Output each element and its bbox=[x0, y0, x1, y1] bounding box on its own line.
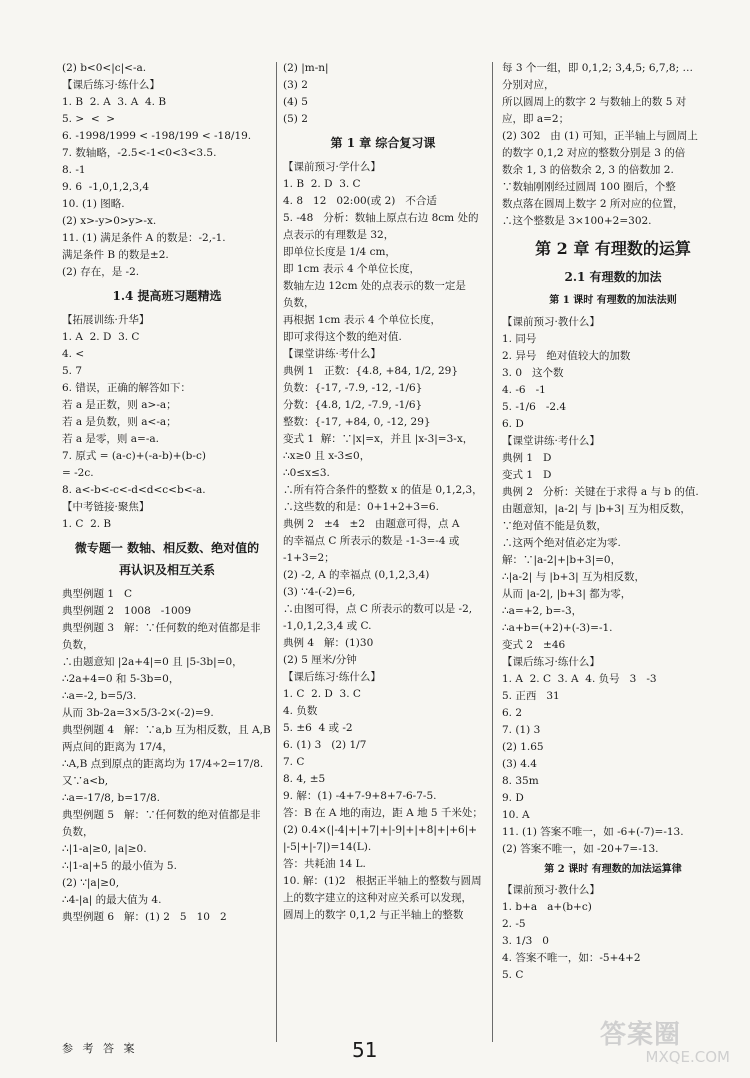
answer-line: 每 3 个一组，即 0,1,2; 3,4,5; 6,7,8; … bbox=[502, 62, 693, 74]
answer-line: = -2c. bbox=[62, 467, 94, 480]
section-heading-2-1: 2.1 有理数的加法 bbox=[564, 269, 662, 284]
answer-line: 上的数字建立的这种对应关系可以发现， bbox=[283, 892, 472, 905]
answer-line: 2. 异号 绝对值较大的加数 bbox=[502, 349, 631, 362]
answer-line: (3) ∵4-(-2)=6, bbox=[283, 586, 356, 599]
answer-line: 5. > < > bbox=[62, 113, 116, 125]
answer-line: 典型例题 6 解：(1) 2 5 10 2 bbox=[62, 911, 227, 924]
answer-line: 两点间的距离为 17/4， bbox=[62, 741, 173, 754]
answer-line: 再根据 1cm 表示 4 个单位长度， bbox=[283, 314, 442, 327]
column-divider-1 bbox=[276, 62, 277, 1042]
answer-line: 答：B 在 A 地的南边，距 A 地 5 千米处； bbox=[283, 807, 483, 820]
answer-line: ∴A,B 点到原点的距离均为 17/4÷2=17/8. bbox=[62, 758, 264, 771]
answer-line: 6. (1) 3 (2) 1/7 bbox=[283, 739, 367, 752]
answer-line: (2) 5 厘米/分钟 bbox=[283, 654, 357, 667]
answer-line: 典型例题 3 解：∵任何数的绝对值都是非 bbox=[62, 622, 261, 635]
answer-line: (2) 1.65 bbox=[502, 740, 544, 753]
answer-line: 负数：{-17, -7.9, -12, -1/6} bbox=[283, 382, 423, 395]
answer-line: 从而 |a-2|, |b+3| 都为零， bbox=[502, 587, 632, 600]
answer-line: 典例 1 正数：{4.8, +84, 1/2, 29} bbox=[283, 365, 459, 378]
answer-line: 变式 1 D bbox=[502, 468, 552, 481]
answer-line: ∴由图可得，点 C 所表示的数可以是 -2, bbox=[283, 603, 473, 616]
answer-line: 从而 3b-2a=3×5/3-2×(-2)=9. bbox=[62, 707, 214, 720]
answer-line: 7. (1) 3 bbox=[502, 723, 541, 736]
answer-line: 5. C bbox=[502, 968, 524, 981]
answer-line: ∴0≤x≤3. bbox=[283, 467, 330, 480]
answer-line: ∴这两个绝对值必定为零. bbox=[502, 536, 621, 549]
answer-line: 【拓展训练·升华】 bbox=[62, 314, 150, 327]
answer-line: 由题意知，|a-2| 与 |b+3| 互为相反数， bbox=[502, 502, 691, 515]
answer-line: 负数， bbox=[62, 826, 94, 839]
answer-line: 数点落在圆周上数字 2 所对应的位置， bbox=[502, 198, 684, 210]
col1-block-b bbox=[62, 312, 272, 533]
answer-line: ∴a=+2, b=-3， bbox=[502, 604, 583, 617]
answer-line: 7. C bbox=[283, 756, 305, 769]
answer-line: 典型例题 5 解：∵任何数的绝对值都是非 bbox=[62, 809, 261, 822]
answer-line: 1. b+a a+(b+c) bbox=[502, 900, 592, 913]
answer-line: 【课后练习·练什么】 bbox=[502, 655, 600, 668]
answer-line: 6. -1998/1999 < -198/199 < -18/19. bbox=[62, 130, 252, 142]
answer-line: 8. -1 bbox=[62, 164, 86, 176]
answer-line: 所以圆周上的数字 2 与数轴上的数 5 对 bbox=[502, 96, 687, 108]
answer-line: 典例 4 解：(1)30 bbox=[283, 637, 374, 650]
answer-line: 9. 解：(1) -4+7-9+8+7-6-7-5. bbox=[283, 790, 437, 803]
lesson-heading-2: 第 2 课时 有理数的加法运算律 bbox=[544, 863, 682, 875]
col3-block-b bbox=[502, 314, 724, 858]
answer-line: 1. 同号 bbox=[502, 332, 537, 345]
answer-line: 答：共耗油 14 L. bbox=[283, 858, 366, 871]
answer-line: 变式 2 ±46 bbox=[502, 638, 566, 651]
answer-line: 5. 正西 31 bbox=[502, 689, 560, 702]
watermark-url: MXQE.COM bbox=[645, 1048, 730, 1066]
answer-line: 6. D bbox=[502, 417, 524, 430]
answer-line: ∴所有符合条件的整数 x 的值是 0,1,2,3， bbox=[283, 484, 483, 497]
answer-column-1 bbox=[62, 60, 272, 1045]
answer-line: 典型例题 2 1008 -1009 bbox=[62, 605, 192, 618]
answer-line: 9. 6 -1,0,1,2,3,4 bbox=[62, 181, 150, 193]
answer-line: (2) ∵|a|≥0, bbox=[62, 877, 120, 890]
answer-line: (3) 2 bbox=[283, 79, 308, 91]
answer-line: ∴由题意知 |2a+4|=0 且 |5-3b|=0， bbox=[62, 656, 243, 669]
answer-line: 典型例题 4 解：∵a,b 互为相反数，且 A,B bbox=[62, 724, 271, 737]
answer-line: -1+3=2； bbox=[283, 552, 335, 565]
answer-line: (3) 4.4 bbox=[502, 757, 537, 770]
answer-line: 解：∵|a-2|+|b+3|=0， bbox=[502, 553, 622, 566]
answer-line: 满足条件 B 的数是±2. bbox=[62, 249, 169, 261]
answer-line: 【课后练习·练什么】 bbox=[283, 671, 381, 684]
answer-line: 典例 2 ±4 ±2 由题意可得，点 A bbox=[283, 518, 460, 531]
answer-line: 典例 2 分析：关键在于求得 a 与 b 的值. bbox=[502, 485, 699, 498]
section-heading-chapter1-review: 第 1 章 综合复习课 bbox=[330, 136, 436, 150]
answer-line: 11. (1) 答案不唯一，如 -6+(-7)=-13. bbox=[502, 825, 684, 838]
answer-line: ∴这些数的和是：0+1+2+3=6. bbox=[283, 501, 439, 514]
answer-line: 【课后练习·练什么】 bbox=[62, 79, 160, 91]
answer-line: (2) 302 由 (1) 可知，正半轴上与圆周上 bbox=[502, 130, 698, 142]
answer-line: 应，即 a=2； bbox=[502, 113, 570, 125]
answer-line: (2) 0.4×(|-4|+|+7|+|-9|+|+8|+|+6|+ bbox=[283, 824, 478, 837]
answer-line: 负数， bbox=[283, 297, 315, 310]
answer-line: ∴|1-a|≥0, |a|≥0. bbox=[62, 843, 147, 856]
answer-line: 若 a 是负数，则 a<-a； bbox=[62, 416, 177, 429]
answer-line: (5) 2 bbox=[283, 113, 308, 125]
answer-line: 7. 原式 = (a-c)+(-a-b)+(b-c) bbox=[62, 450, 206, 463]
lesson-heading-1: 第 1 课时 有理数的加法法则 bbox=[549, 295, 677, 307]
answer-line: 5. -48 分析：数轴上原点右边 8cm 处的 bbox=[283, 212, 479, 225]
answer-line: 负数， bbox=[62, 639, 94, 652]
answer-line: -1,0,1,2,3,4 或 C. bbox=[283, 620, 372, 633]
answer-line: ∴|1-a|+5 的最小值为 5. bbox=[62, 860, 177, 873]
answer-line: 10. 解：(1)2 根据正半轴上的整数与圆周 bbox=[283, 875, 482, 888]
answer-line: 分别对应， bbox=[502, 79, 555, 91]
answer-line: 2. -5 bbox=[502, 917, 526, 930]
answer-line: 8. a<-b<-c<-d<d<c<b<-a. bbox=[62, 484, 206, 497]
answer-line: ∴4-|a| 的最大值为 4. bbox=[62, 894, 162, 907]
answer-line: 若 a 是正数，则 a>-a； bbox=[62, 399, 177, 412]
answer-line: 典例 1 D bbox=[502, 451, 552, 464]
answer-line: 7. 数轴略，-2.5<-1<0<3<3.5. bbox=[62, 147, 217, 159]
answer-column-2 bbox=[283, 60, 483, 1045]
col3-block-c bbox=[502, 882, 724, 984]
answer-line: 【课堂讲练·考什么】 bbox=[502, 434, 600, 447]
answer-line: 【中考链接·聚焦】 bbox=[62, 501, 150, 514]
answer-line: 4. 8 12 02:00(或 2) 不合适 bbox=[283, 195, 437, 208]
answer-line: 10. A bbox=[502, 808, 530, 821]
answer-line: ∴2a+4=0 和 5-3b=0， bbox=[62, 673, 180, 686]
answer-line: ∴|a-2| 与 |b+3| 互为相反数， bbox=[502, 570, 646, 583]
answer-line: (2) b<0<|c|<-a. bbox=[62, 62, 147, 74]
answer-line: 【课前预习·教什么】 bbox=[502, 883, 600, 896]
answer-line: ∴a+b=(+2)+(-3)=-1. bbox=[502, 621, 613, 634]
answer-line: |-5|+|-7|)=14(L). bbox=[283, 841, 372, 854]
answer-line: 3. 0 这个数 bbox=[502, 366, 564, 379]
col2-block-b bbox=[283, 159, 483, 924]
col1-block-c bbox=[62, 586, 272, 926]
answer-line: 5. ±6 4 或 -2 bbox=[283, 722, 353, 735]
answer-line: 4. 负数 bbox=[283, 705, 318, 718]
answer-line: 6. 错误，正确的解答如下： bbox=[62, 382, 191, 395]
answer-line: ∴a=-17/8, b=17/8. bbox=[62, 792, 160, 805]
answer-line: 若 a 是零，则 a=-a. bbox=[62, 433, 159, 446]
answer-line: 1. A 2. C 3. A 4. 负号 3 -3 bbox=[502, 672, 657, 685]
answer-line: 的数字 0,1,2 对应的整数分别是 3 的倍 bbox=[502, 147, 686, 159]
answer-line: ∵数轴刚刚经过圆周 100 圈后，个整 bbox=[502, 181, 676, 193]
answer-line: 8. 35m bbox=[502, 774, 539, 787]
answer-line: 4. -6 -1 bbox=[502, 383, 546, 396]
answer-line: 4. < bbox=[62, 348, 85, 361]
answer-line: (2) x>-y>0>y>-x. bbox=[62, 215, 157, 227]
answer-line: 5. -1/6 -2.4 bbox=[502, 400, 567, 413]
page-number: 51 bbox=[352, 1038, 378, 1062]
answer-line: 数轴左边 12cm 处的点表示的数一定是 bbox=[283, 280, 466, 293]
answer-line: 【课堂讲练·考什么】 bbox=[283, 348, 381, 361]
answer-line: 即 1cm 表示 4 个单位长度， bbox=[283, 263, 421, 276]
watermark-text: 答案圈 bbox=[600, 1020, 682, 1050]
col3-block-a bbox=[502, 60, 724, 230]
answer-line: 典型例题 1 C bbox=[62, 588, 133, 601]
answer-line: 圆周上的数字 0,1,2 与正半轴上的整数 bbox=[283, 909, 464, 922]
answer-line: 1. B 2. A 3. A 4. B bbox=[62, 96, 167, 108]
answer-column-3 bbox=[502, 60, 724, 1045]
answer-line: 即单位长度是 1/4 cm， bbox=[283, 246, 396, 259]
answer-line: 数余 1, 3 的倍数余 2, 3 的倍数加 2. bbox=[502, 164, 674, 176]
answer-line: 变式 1 解：∵|x|=x，并且 |x-3|=3-x， bbox=[283, 433, 474, 446]
answer-line: 【课前预习·教什么】 bbox=[502, 315, 600, 328]
answer-line: 5. 7 bbox=[62, 365, 83, 378]
answer-line: 整数：{-17, +84, 0, -12, 29} bbox=[283, 416, 431, 429]
answer-line: (4) 5 bbox=[283, 96, 308, 108]
answer-line: ∴这个整数是 3×100+2=302. bbox=[502, 215, 652, 227]
section-heading-special-topic-2: 再认识及相互关系 bbox=[118, 562, 215, 577]
answer-line: 分数：{4.8, 1/2, -7.9, -1/6} bbox=[283, 399, 423, 412]
answer-line: (2) 答案不唯一，如 -20+7=-13. bbox=[502, 842, 659, 855]
answer-line: 11. (1) 满足条件 A 的数是：-2,-1. bbox=[62, 232, 226, 244]
answer-line: 10. (1) 图略. bbox=[62, 198, 125, 210]
answer-line: 1. C 2. B bbox=[62, 518, 112, 531]
answer-line: (2) 存在，是 -2. bbox=[62, 266, 140, 278]
answer-line: (2) |m-n| bbox=[283, 62, 329, 74]
watermark-logo bbox=[600, 1022, 730, 1072]
answer-line: 3. 1/3 0 bbox=[502, 934, 549, 947]
answer-line: 8. 4, ±5 bbox=[283, 773, 326, 786]
answer-line: 点表示的有理数是 32， bbox=[283, 229, 395, 242]
chapter-heading-2: 第 2 章 有理数的运算 bbox=[535, 239, 691, 258]
col1-block-a bbox=[62, 60, 272, 281]
column-divider-2 bbox=[492, 62, 493, 1042]
answer-line: ∴a=-2, b=5/3. bbox=[62, 690, 137, 703]
answer-line: 1. A 2. D 3. C bbox=[62, 331, 140, 344]
answer-line: (2) -2, A 的幸福点 (0,1,2,3,4) bbox=[283, 569, 430, 582]
section-heading-1-4: 1.4 提高班习题精选 bbox=[112, 289, 222, 303]
answer-line: 即可求得这个数的绝对值. bbox=[283, 331, 402, 344]
answer-line: 6. 2 bbox=[502, 706, 523, 719]
answer-line: 1. C 2. D 3. C bbox=[283, 688, 361, 701]
answer-line: ∵绝对值不能是负数， bbox=[502, 519, 607, 532]
answer-line: 4. 答案不唯一，如：-5+4+2 bbox=[502, 951, 641, 964]
section-heading-special-topic: 微专题一 数轴、相反数、绝对值的 bbox=[74, 541, 260, 556]
answer-line: ∴x≥0 且 x-3≤0， bbox=[283, 450, 371, 463]
answer-line: 9. D bbox=[502, 791, 524, 804]
answer-line: 1. B 2. D 3. C bbox=[283, 178, 361, 191]
answer-line: 的幸福点 C 所表示的数是 -1-3=-4 或 bbox=[283, 535, 460, 548]
answer-line: 【课前预习·学什么】 bbox=[283, 161, 381, 174]
answer-line: 又∵a<b, bbox=[62, 775, 109, 788]
col2-block-a bbox=[283, 60, 483, 128]
footer-label: 参 考 答 案 bbox=[62, 1042, 138, 1055]
